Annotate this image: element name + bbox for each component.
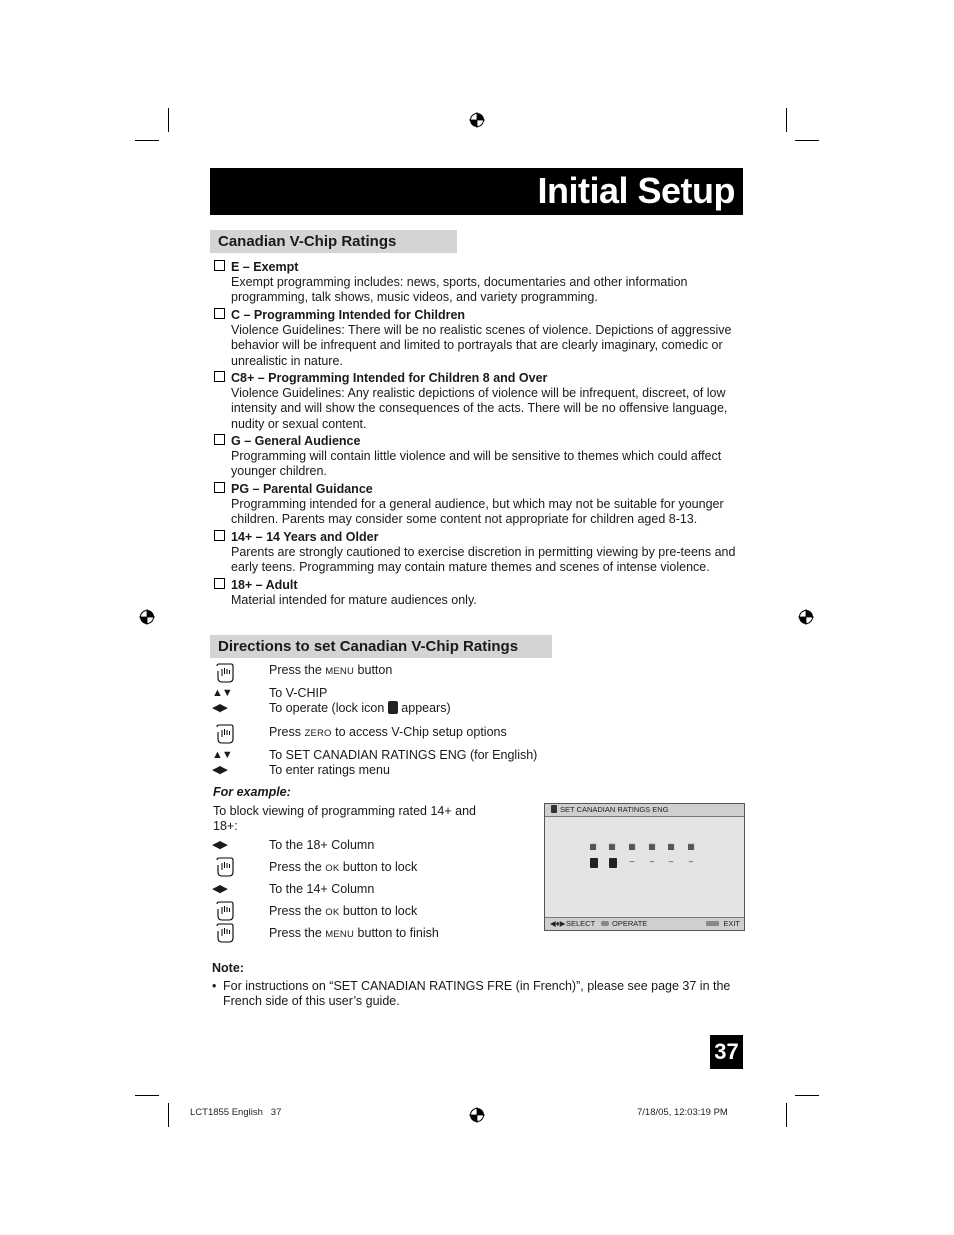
registration-mark-icon xyxy=(139,609,155,625)
registration-mark-icon xyxy=(798,609,814,625)
button-name: MENU xyxy=(325,666,355,677)
crop-mark xyxy=(795,1095,819,1096)
rating-description: Violence Guidelines: There will be no realistic scenes of violence. Depictions of aggressive behavior will be infrequent and limited to portrayals that are clearly imaginary, comedic or unrealistic in nature. xyxy=(231,323,732,368)
footer-left: LCT1855 English 37 xyxy=(190,1107,282,1118)
example-intro: To block viewing of programming rated 14+ and 18+: xyxy=(213,804,476,833)
step-text: button to finish xyxy=(354,926,439,940)
unlocked-dash: – xyxy=(649,857,655,866)
rating-description: Programming intended for a general audience, but which may not be suitable for younger children. Parents may consider some content not appropriate for children aged 8-13. xyxy=(231,497,724,527)
step-text: To the 14+ Column xyxy=(269,882,375,896)
step-text: To operate (lock icon xyxy=(269,701,388,715)
left-right-arrows-icon: ◀▶ xyxy=(212,702,227,714)
crop-mark xyxy=(135,140,159,141)
ok-button-icon xyxy=(601,921,609,926)
rating-item xyxy=(214,308,744,369)
rating-column-icon: ▦ xyxy=(687,842,695,851)
rating-title: PG – Parental Guidance xyxy=(231,482,373,496)
rating-description: Material intended for mature audiences only. xyxy=(231,593,477,608)
rating-description: Violence Guidelines: Any realistic depictions of violence will be infrequent, discreet, of low intensity and will show the consequences of the acts. There will be no offensive language, nudity or sexual content. xyxy=(231,386,728,431)
unlocked-dash: – xyxy=(629,857,635,866)
tv-screen-illustration xyxy=(544,803,745,931)
rating-title: C – Programming Intended for Children xyxy=(231,308,466,322)
rating-column-icon: ▦ xyxy=(589,842,597,851)
checkbox-bullet-icon xyxy=(214,371,225,382)
checkbox-bullet-icon xyxy=(214,434,225,445)
button-name: MENU xyxy=(325,929,355,940)
lock-icon xyxy=(588,858,600,870)
rating-column-icon: ▦ xyxy=(608,842,616,851)
crop-mark xyxy=(786,108,787,132)
tv-screen-statusbar xyxy=(545,917,744,930)
rating-description: Exempt programming includes: news, sports, documentaries and other information programming, talk shows, music videos, and variety programming. xyxy=(231,275,688,305)
rating-title: 18+ – Adult xyxy=(231,578,298,592)
crop-mark xyxy=(786,1103,787,1127)
checkbox-bullet-icon xyxy=(214,530,225,541)
step-text: to access V-Chip setup options xyxy=(331,725,507,739)
remote-hand-icon xyxy=(212,856,238,878)
lock-icon xyxy=(607,858,619,870)
checkbox-bullet-icon xyxy=(214,260,225,271)
step-text: Press the xyxy=(269,926,326,940)
left-right-arrows-icon: ◀▶ xyxy=(212,764,227,776)
rating-title: E – Exempt xyxy=(231,260,299,274)
step-text: To enter ratings menu xyxy=(269,763,390,777)
rating-title: C8+ – Programming Intended for Children 8 and Over xyxy=(231,371,548,385)
navigation-arrows-icon: ◀♦▶ xyxy=(550,919,566,928)
button-name: OK xyxy=(325,863,340,874)
button-name: ZERO xyxy=(304,728,332,739)
up-down-arrows-icon: ▲▼ xyxy=(212,749,232,761)
footer-right: 7/18/05, 12:03:19 PM xyxy=(637,1107,728,1118)
step-text: Press xyxy=(269,725,305,739)
tv-screen-titlebar xyxy=(545,804,744,817)
registration-mark-icon xyxy=(469,112,485,128)
step-text: To V-CHIP xyxy=(269,686,328,700)
tv-exit-label: EXIT xyxy=(723,919,740,928)
crop-mark xyxy=(135,1095,159,1096)
left-right-arrows-icon: ◀▶ xyxy=(212,883,227,895)
rating-title: 14+ – 14 Years and Older xyxy=(231,530,379,544)
page-title: Initial Setup xyxy=(537,170,735,211)
section-title-directions: Directions to set Canadian V-Chip Ratings xyxy=(210,635,552,658)
crop-mark xyxy=(168,108,169,132)
left-right-arrows-icon: ◀▶ xyxy=(212,839,227,851)
registration-mark-icon xyxy=(469,1107,485,1123)
unlocked-dash: – xyxy=(668,857,674,866)
rating-column-icon: ▦ xyxy=(667,842,675,851)
remote-hand-icon xyxy=(212,922,238,944)
step-text: button to lock xyxy=(339,860,418,874)
tv-operate-label: OPERATE xyxy=(612,919,648,928)
step-text: To SET CANADIAN RATINGS ENG (for English) xyxy=(269,748,538,762)
rating-description: Programming will contain little violence and will be sensitive to themes which could affect younger children. xyxy=(231,449,722,479)
checkbox-bullet-icon xyxy=(214,482,225,493)
lock-icon xyxy=(551,805,557,813)
step-text: To the 18+ Column xyxy=(269,838,375,852)
remote-hand-icon xyxy=(212,900,238,922)
menu-button-icon xyxy=(706,921,719,926)
step-text: button xyxy=(354,663,393,677)
unlocked-dash: – xyxy=(688,857,694,866)
rating-column-icon: ▦ xyxy=(628,842,636,851)
step-text: appears) xyxy=(397,701,451,715)
rating-item xyxy=(214,578,744,608)
rating-description: Parents are strongly cautioned to exercise discretion in permitting viewing by pre-teens and early teens. Programming may contain mature themes and scenes of intense violence. xyxy=(231,545,736,575)
page-number: 37 xyxy=(710,1035,743,1069)
step-text: Press the xyxy=(269,904,326,918)
rating-title: G – General Audience xyxy=(231,434,361,448)
rating-item xyxy=(214,434,744,480)
remote-hand-icon xyxy=(212,723,238,745)
step-text: button to lock xyxy=(339,904,418,918)
checkbox-bullet-icon xyxy=(214,578,225,589)
crop-mark xyxy=(168,1103,169,1127)
remote-hand-icon xyxy=(212,662,238,684)
page-header xyxy=(210,168,743,215)
note-label: Note: xyxy=(212,961,244,975)
checkbox-bullet-icon xyxy=(214,308,225,319)
crop-mark xyxy=(795,140,819,141)
rating-item xyxy=(214,482,744,528)
up-down-arrows-icon: ▲▼ xyxy=(212,687,232,699)
bullet: • xyxy=(212,979,217,993)
button-name: OK xyxy=(325,907,340,918)
tv-screen-title: SET CANADIAN RATINGS ENG xyxy=(560,805,669,814)
lock-icon xyxy=(388,701,398,714)
step-text: Press the xyxy=(269,860,326,874)
tv-select-label: SELECT xyxy=(566,919,596,928)
rating-column-icon: ▦ xyxy=(648,842,656,851)
example-label: For example: xyxy=(213,785,291,799)
section-title-ratings: Canadian V-Chip Ratings xyxy=(210,230,457,253)
rating-item xyxy=(214,530,744,576)
note-text: For instructions on “SET CANADIAN RATINGS FRE (in French)”, please see page 37 in the French side of this user’s guide. xyxy=(223,979,731,1008)
note-item xyxy=(212,979,742,1009)
rating-item xyxy=(214,260,744,306)
step-text: Press the xyxy=(269,663,326,677)
rating-item xyxy=(214,371,744,432)
